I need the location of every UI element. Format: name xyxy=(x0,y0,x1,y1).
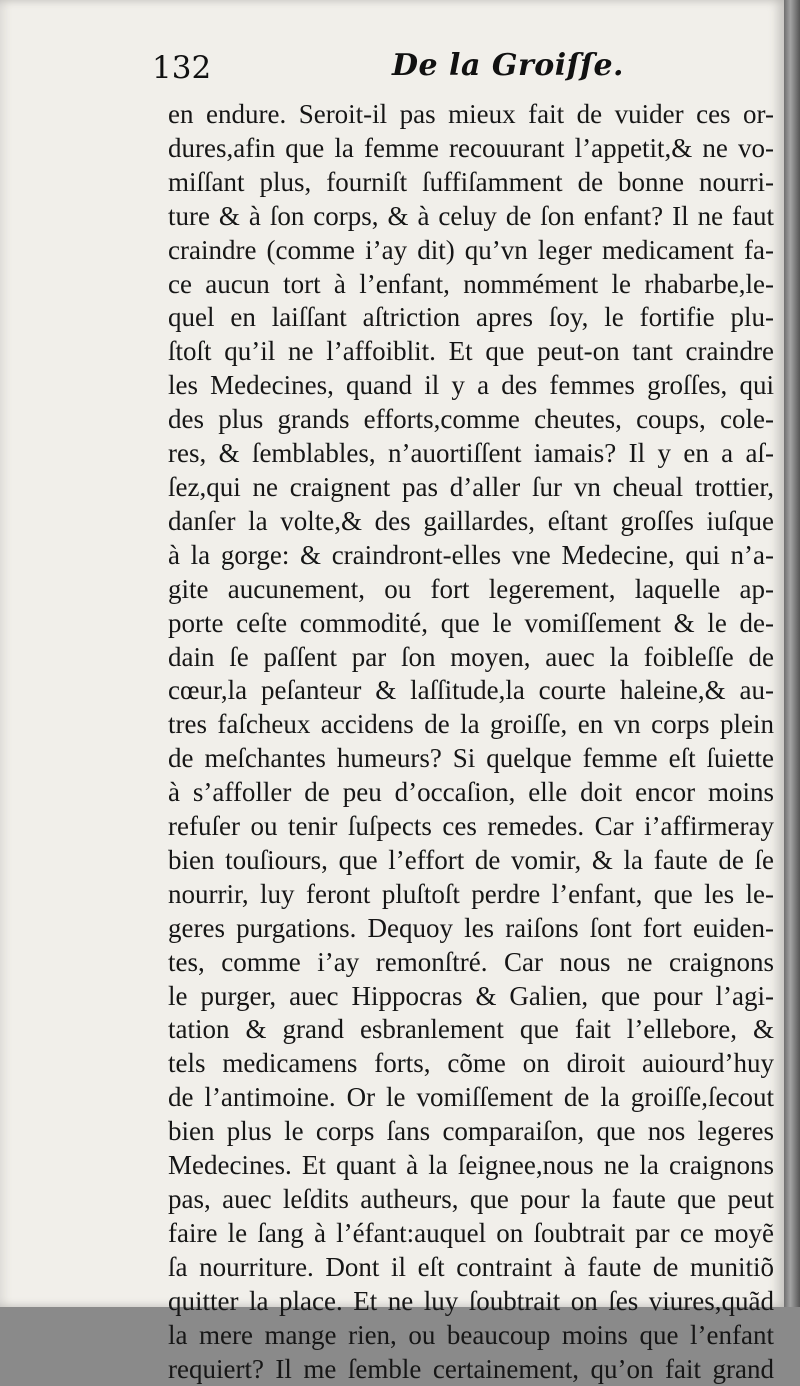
text-line: de meſchantes humeurs? Si quelque femme eſt ſuiette xyxy=(168,743,774,774)
text-line: faire le ſang à l’éfant:auquel on ſoubtrait par ce moyẽ xyxy=(168,1217,774,1248)
text-line: craindre (comme i’ay dit) qu’vn leger medicament fa- xyxy=(168,234,774,265)
text-line: gite aucunement, ou fort legerement, laquelle ap- xyxy=(168,573,774,604)
text-line: les Medecines, quand il y a des femmes groſſes, qui xyxy=(168,370,774,401)
text-line: dain ſe paſſent par ſon moyen, auec la foibleſſe de xyxy=(168,641,774,672)
running-title: De la Groiſſe. xyxy=(392,48,624,83)
page-edge xyxy=(784,0,800,1307)
page-header xyxy=(150,44,750,90)
text-line: miſſant plus, fourniſt ſuffiſamment de bonne nourri- xyxy=(168,166,774,197)
text-line: tes, comme i’ay remonſtré. Car nous ne craignons xyxy=(168,946,774,977)
text-line: danſer la volte,& des gaillardes, eſtant groſſes iuſque xyxy=(168,505,774,536)
text-line: quitter la place. Et ne luy ſoubtrait on ſes viures,quãd xyxy=(168,1285,774,1316)
text-line: geres purgations. Dequoy les raiſons ſont fort euiden- xyxy=(168,912,774,943)
text-line: tels medicamens forts, cõme on diroit auiourd’huy xyxy=(168,1048,774,1079)
text-line: nourrir, luy feront pluſtoſt perdre l’enfant, que les le- xyxy=(168,878,774,909)
text-line: ſez,qui ne craignent pas d’aller ſur vn cheual trottier, xyxy=(168,471,774,502)
text-line: ſtoſt qu’il ne l’affoiblit. Et que peut-on tant craindre xyxy=(168,336,774,367)
text-line: le purger, auec Hippocras & Galien, que pour l’agi- xyxy=(168,980,774,1011)
text-line: pas, auec leſdits autheurs, que pour la faute que peut xyxy=(168,1184,774,1214)
text-line: la mere mange rien, ou beaucoup moins que l’enfant xyxy=(168,1319,774,1350)
text-line: des plus grands efforts,comme cheutes, coups, cole- xyxy=(168,404,774,435)
text-line: dures,afin que la femme recouurant l’appetit,& ne vo- xyxy=(168,132,774,163)
text-line: refuſer ou tenir ſuſpects ces remedes. Car i’affirmeray xyxy=(168,811,774,842)
text-line: en endure. Seroit-il pas mieux fait de vuider ces or- xyxy=(168,99,774,129)
text-line: res, & ſemblables, n’auortiſſent iamais? Il y en a aſ- xyxy=(168,438,774,469)
text-line: bien touſiours, que l’effort de vomir, & la faute de ſe xyxy=(168,844,774,875)
text-line: tres faſcheux accidens de la groiſſe, en vn corps plein xyxy=(168,709,774,740)
body-text xyxy=(168,98,774,1386)
text-line: cœur,la peſanteur & laſſitude,la courte haleine,& au- xyxy=(168,675,774,706)
text-line: ſa nourriture. Dont il eſt contraint à faute de munitiõ xyxy=(168,1251,774,1282)
text-line: porte ceſte commodité, que le vomiſſement & le de- xyxy=(168,607,774,638)
text-line: quel en laiſſant aſtriction apres ſoy, le fortifie plu- xyxy=(168,302,774,333)
page-number: 132 xyxy=(152,50,212,86)
text-line: bien plus le corps ſans comparaiſon, que nos legeres xyxy=(168,1116,774,1147)
text-line: à s’affoller de peu d’occaſion, elle doit encor moins xyxy=(168,777,774,808)
text-line: ture & à ſon corps, & à celuy de ſon enfant? Il ne faut xyxy=(168,200,774,231)
text-line: Medecines. Et quant à la ſeignee,nous ne la craignons xyxy=(168,1150,774,1181)
text-line: requiert? Il me ſemble certainement, qu’on fait grand xyxy=(168,1353,774,1384)
text-line: de l’antimoine. Or le vomiſſement de la groiſſe,ſecout xyxy=(168,1082,774,1113)
text-line: tation & grand esbranlement que fait l’ellebore, & xyxy=(168,1014,774,1045)
text-line: à la gorge: & craindront-elles vne Medecine, qui n’a- xyxy=(168,539,774,570)
text-line: ce aucun tort à l’enfant, nommément le rhabarbe,le- xyxy=(168,268,774,299)
